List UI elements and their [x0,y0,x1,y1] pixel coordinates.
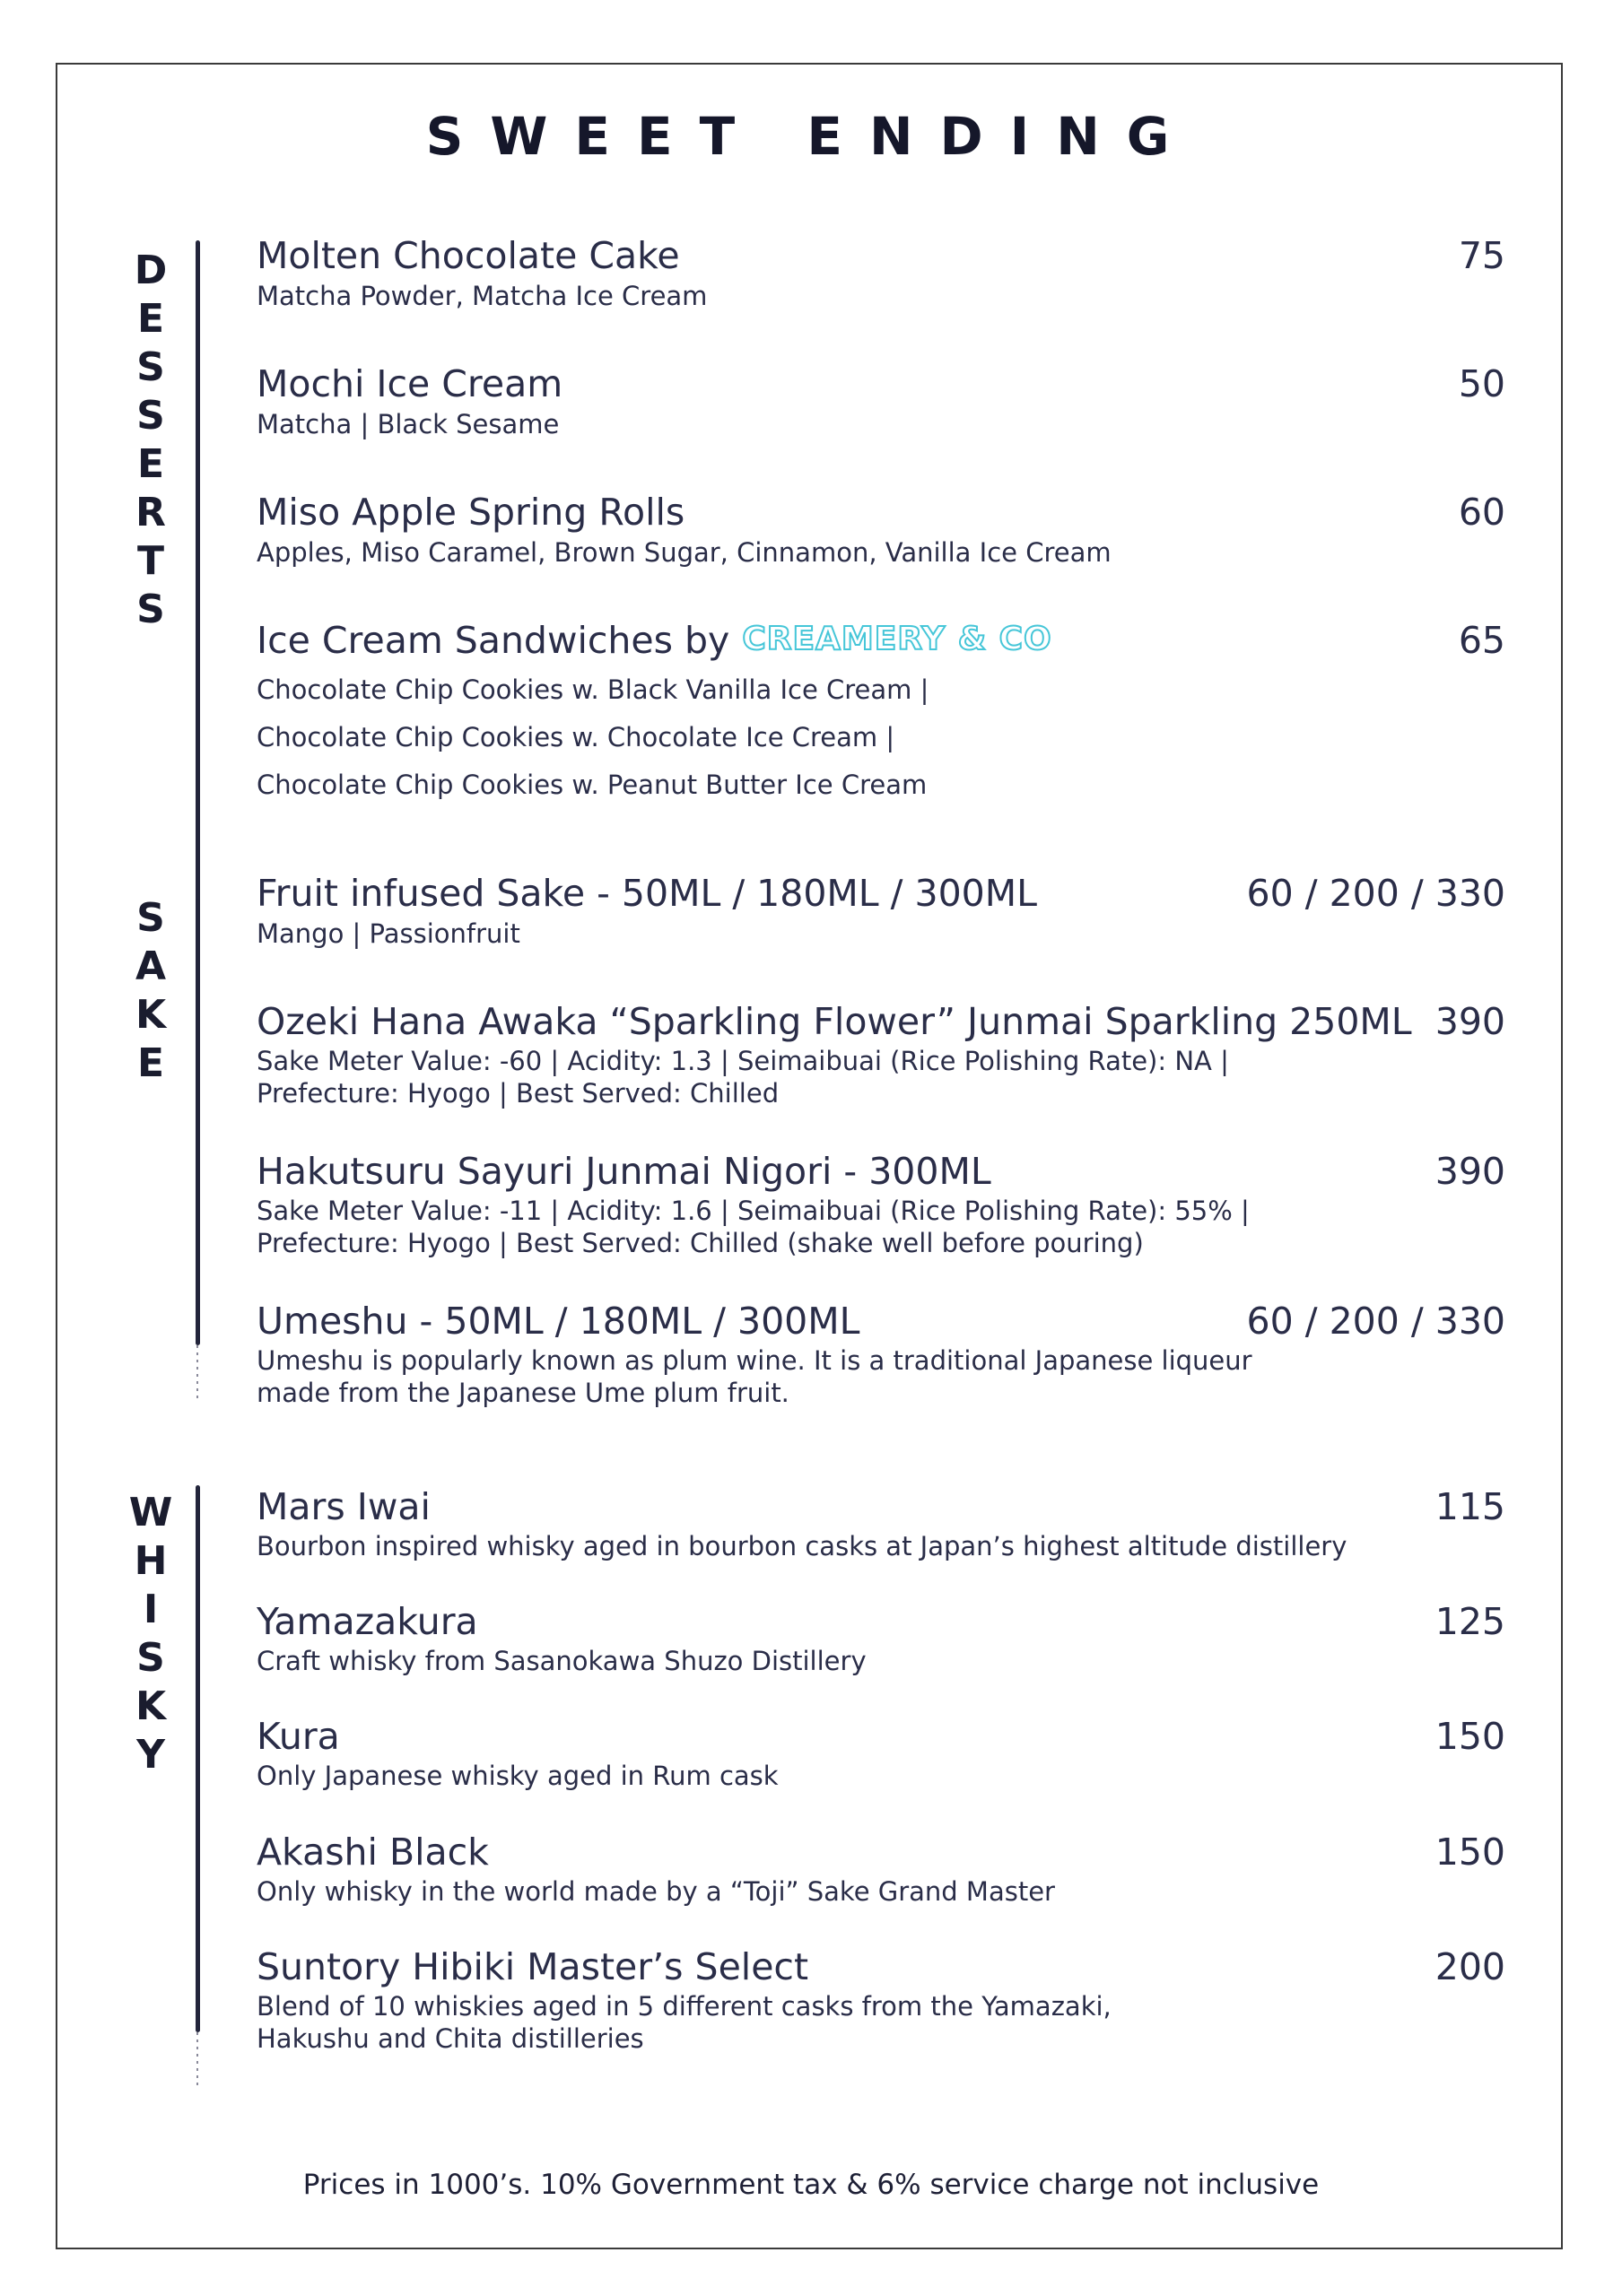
item-name: Mars Iwai [257,1485,431,1528]
section-divider-sake [196,899,200,1345]
item-description: Chocolate Chip Cookies w. Peanut Butter Ice Cream [257,770,928,800]
item-price: 150 [1435,1831,1505,1874]
item-name: Mochi Ice Cream [257,362,563,405]
menu-item [257,1829,1505,1908]
item-price: 150 [1435,1715,1505,1758]
item-description: Matcha | Black Sesame [257,409,560,439]
menu-item [257,870,1505,951]
item-name: Hakutsuru Sayuri Junmai Nigori - 300ML [257,1150,991,1193]
item-name-row [257,617,1505,666]
creamery-logo: CREAMERY & CO [742,621,1052,657]
item-price: 60 / 200 / 330 [1246,1300,1505,1343]
item-price: 65 [1458,619,1505,662]
footer-note: Prices in 1000’s. 10% Government tax & 6% service charge not inclusive [302,2169,1320,2201]
menu-item [257,617,1505,809]
menu-item [257,232,1505,313]
item-description: Sake Meter Value: -60 | Acidity: 1.3 | Seimaibuai (Rice Polishing Rate): NA | [257,1046,1229,1076]
item-description: Chocolate Chip Cookies w. Black Vanilla Ice Cream | [257,674,929,705]
menu-item [257,1483,1505,1562]
item-description: Mango | Passionfruit [257,918,520,949]
item-name: Suntory Hibiki Master’s Select [257,1945,809,1988]
menu-item [257,1944,1505,2055]
item-price: 390 [1435,1150,1505,1193]
section-label-whisky: W H I S K Y [128,1490,173,1778]
item-name: Kura [257,1715,340,1758]
item-description: made from the Japanese Ume plum fruit. [257,1378,789,1408]
section-label-sake: S A K E [135,895,167,1086]
menu-item [257,1148,1505,1259]
item-name: Fruit infused Sake - 50ML / 180ML / 300ML [257,872,1037,915]
section-divider-desserts [196,240,200,931]
item-description: Hakushu and Chita distilleries [257,2023,644,2054]
item-price: 200 [1435,1945,1505,1988]
section-label-desserts: D E S S E R T S [134,248,168,632]
item-price: 390 [1435,1000,1505,1043]
item-price: 75 [1458,234,1505,277]
item-name: Umeshu - 50ML / 180ML / 300ML [257,1300,860,1343]
menu-item [257,1298,1505,1409]
item-description: Apples, Miso Caramel, Brown Sugar, Cinnamon, Vanilla Ice Cream [257,537,1112,568]
item-name: Ice Cream Sandwiches by [257,619,730,662]
item-price: 50 [1458,362,1505,405]
menu-item [257,489,1505,570]
item-description: Bourbon inspired whisky aged in bourbon casks at Japan’s highest altitude distillery [257,1531,1347,1561]
item-name: Miso Apple Spring Rolls [257,491,685,534]
item-description: Matcha Powder, Matcha Ice Cream [257,281,708,311]
menu-item [257,1713,1505,1792]
menu-item [257,1598,1505,1677]
item-description: Blend of 10 whiskies aged in 5 different casks from the Yamazaki, [257,1991,1112,2022]
item-description: Prefecture: Hyogo | Best Served: Chilled (shake well before pouring) [257,1228,1144,1258]
item-price: 125 [1435,1600,1505,1643]
item-description: Umeshu is popularly known as plum wine. It is a traditional Japanese liqueur [257,1345,1252,1376]
menu-item [257,998,1505,1109]
item-description: Prefecture: Hyogo | Best Served: Chilled [257,1078,780,1109]
section-divider-whisky [196,1485,200,2032]
item-name: Ozeki Hana Awaka “Sparkling Flower” Junmai Sparkling 250ML [257,1000,1412,1043]
item-price: 60 / 200 / 330 [1246,872,1505,915]
item-description: Only whisky in the world made by a “Toji” Sake Grand Master [257,1876,1055,1907]
item-description: Chocolate Chip Cookies w. Chocolate Ice Cream | [257,722,895,752]
item-price: 60 [1458,491,1505,534]
item-description: Craft whisky from Sasanokawa Shuzo Distillery [257,1646,867,1676]
page-title: SWEET ENDING [425,106,1197,167]
item-price: 115 [1435,1485,1505,1528]
item-name: Yamazakura [257,1600,478,1643]
item-name: Molten Chocolate Cake [257,234,680,277]
item-description: Only Japanese whisky aged in Rum cask [257,1761,779,1791]
item-name: Akashi Black [257,1831,489,1874]
item-description: Sake Meter Value: -11 | Acidity: 1.6 | Seimaibuai (Rice Polishing Rate): 55% | [257,1196,1250,1226]
menu-item [257,361,1505,441]
